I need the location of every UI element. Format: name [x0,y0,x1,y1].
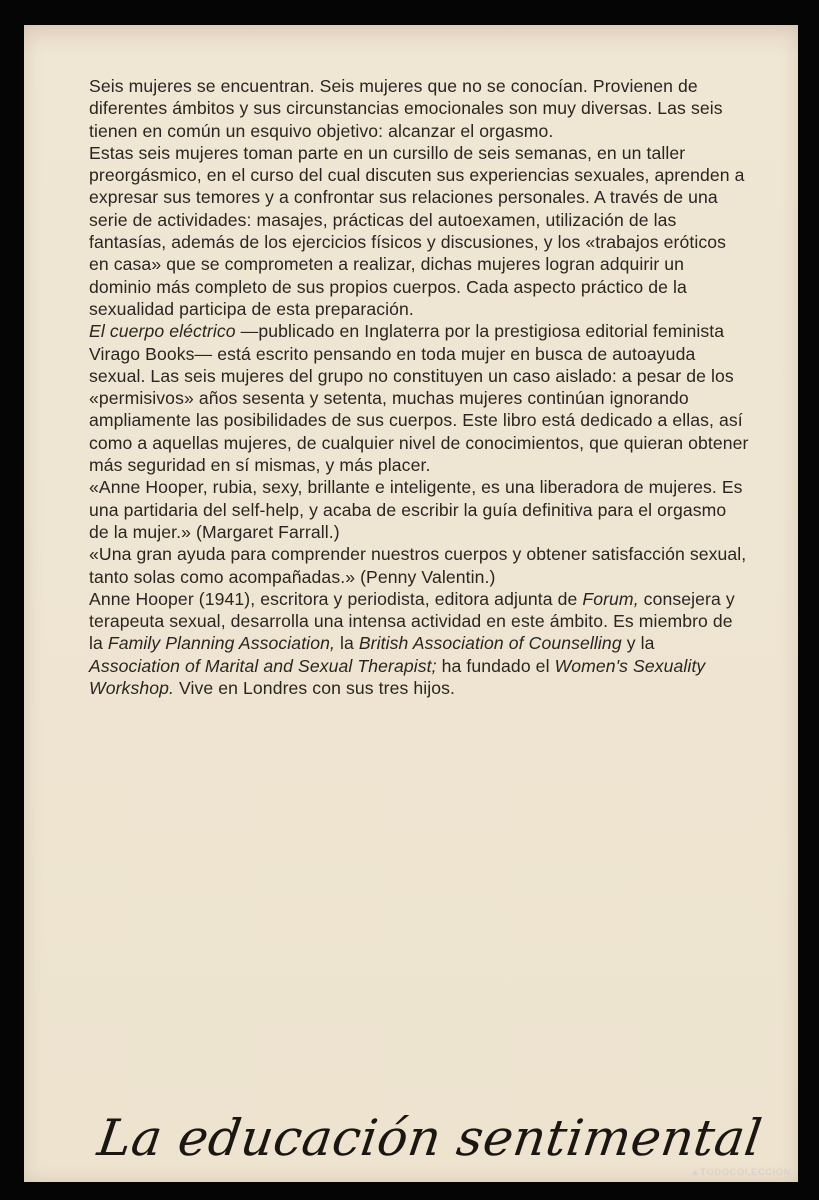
blurb-paragraph-3 [89,320,749,476]
watermark-logo: ▲TODOCOLECCION [690,1167,791,1178]
bio-italic-forum: Forum, [582,588,639,609]
back-cover-blurb [89,75,749,699]
bio-text-1: Anne Hooper (1941), escritora y periodista, editora adjunta de [89,588,583,609]
bio-italic-bac: British Association of Counselling [358,633,622,654]
bio-italic-fpa: Family Planning Association, [107,633,335,654]
quote-1-text: «Anne Hooper, rubia, sexy, brillante e inteligente, es una liberadora de mujeres. Es una partidaria del self-help, y acaba de escribir la guía definitiva para el orgasmo de la mujer.» (Margaret Farrall.) [89,477,743,542]
quote-margaret-farrall [89,476,749,543]
blurb-paragraph-1 [89,75,749,142]
blurb-paragraph-3-text: —publicado en Inglaterra por la prestigiosa editorial feminista Virago Books— está escrito pensando en toda mujer en busca de autoayuda sexual. Las seis mujeres del grupo no constituyen un caso aislado: a pesar de los «permisivos» años sesenta y setenta, muchas mujeres continúan ignorando ampliamente las posibilidades de sus cuerpos. Este libro está dedicado a ellas, así como a aquellas mujeres, de cualquier nivel de conocimientos, que quieran obtener más seguridad en sí mismas, y más placer. [89,321,749,476]
book-title-mention: El cuerpo eléctrico [89,321,236,342]
quote-penny-valentin [89,543,749,588]
blurb-paragraph-2 [89,142,749,320]
series-title: La educación sentimental [94,1109,766,1167]
blurb-paragraph-2-text: Estas seis mujeres toman parte en un cursillo de seis semanas, en un taller preorgásmico, en el curso del cual discuten sus experiencias sexuales, aprenden a expresar sus temores y a confrontar sus relaciones personales. A través de una serie de actividades: masajes, prácticas del autoexamen, utilización de las fantasías, además de los ejercicios físicos y discusiones, y los «trabajos eróticos en casa» que se comprometen a realizar, dichas mujeres logran adquirir un dominio más completo de sus propios cuerpos. Cada aspecto práctico de la sexualidad participa de esta preparación. [89,142,745,319]
quote-2-text: «Una gran ayuda para comprender nuestros cuerpos y obtener satisfacción sexual, tanto solas como acompañadas.» (Penny Valentin.) [89,544,747,587]
blurb-paragraph-1-text: Seis mujeres se encuentran. Seis mujeres que no se conocían. Provienen de diferentes ámbitos y sus circunstancias emocionales son muy diversas. Las seis tienen en común un esquivo objetivo: alcanzar el orgasmo. [89,76,723,141]
author-bio [89,588,749,699]
bio-text-3: la [334,633,359,654]
bio-text-4: y la [621,633,655,654]
bio-italic-amst: Association of Marital and Sexual Therapist; [89,655,437,676]
bio-italic-wsw: Women's Sexuality Workshop. [89,655,706,699]
bio-text-6: Vive en Londres con sus tres hijos. [174,678,456,699]
bio-text-2: consejera y terapeuta sexual, desarrolla una intensa actividad en este ámbito. Es miembro de la [89,588,735,654]
book-back-cover [24,25,798,1182]
bio-text-5: ha fundado el [436,655,555,676]
